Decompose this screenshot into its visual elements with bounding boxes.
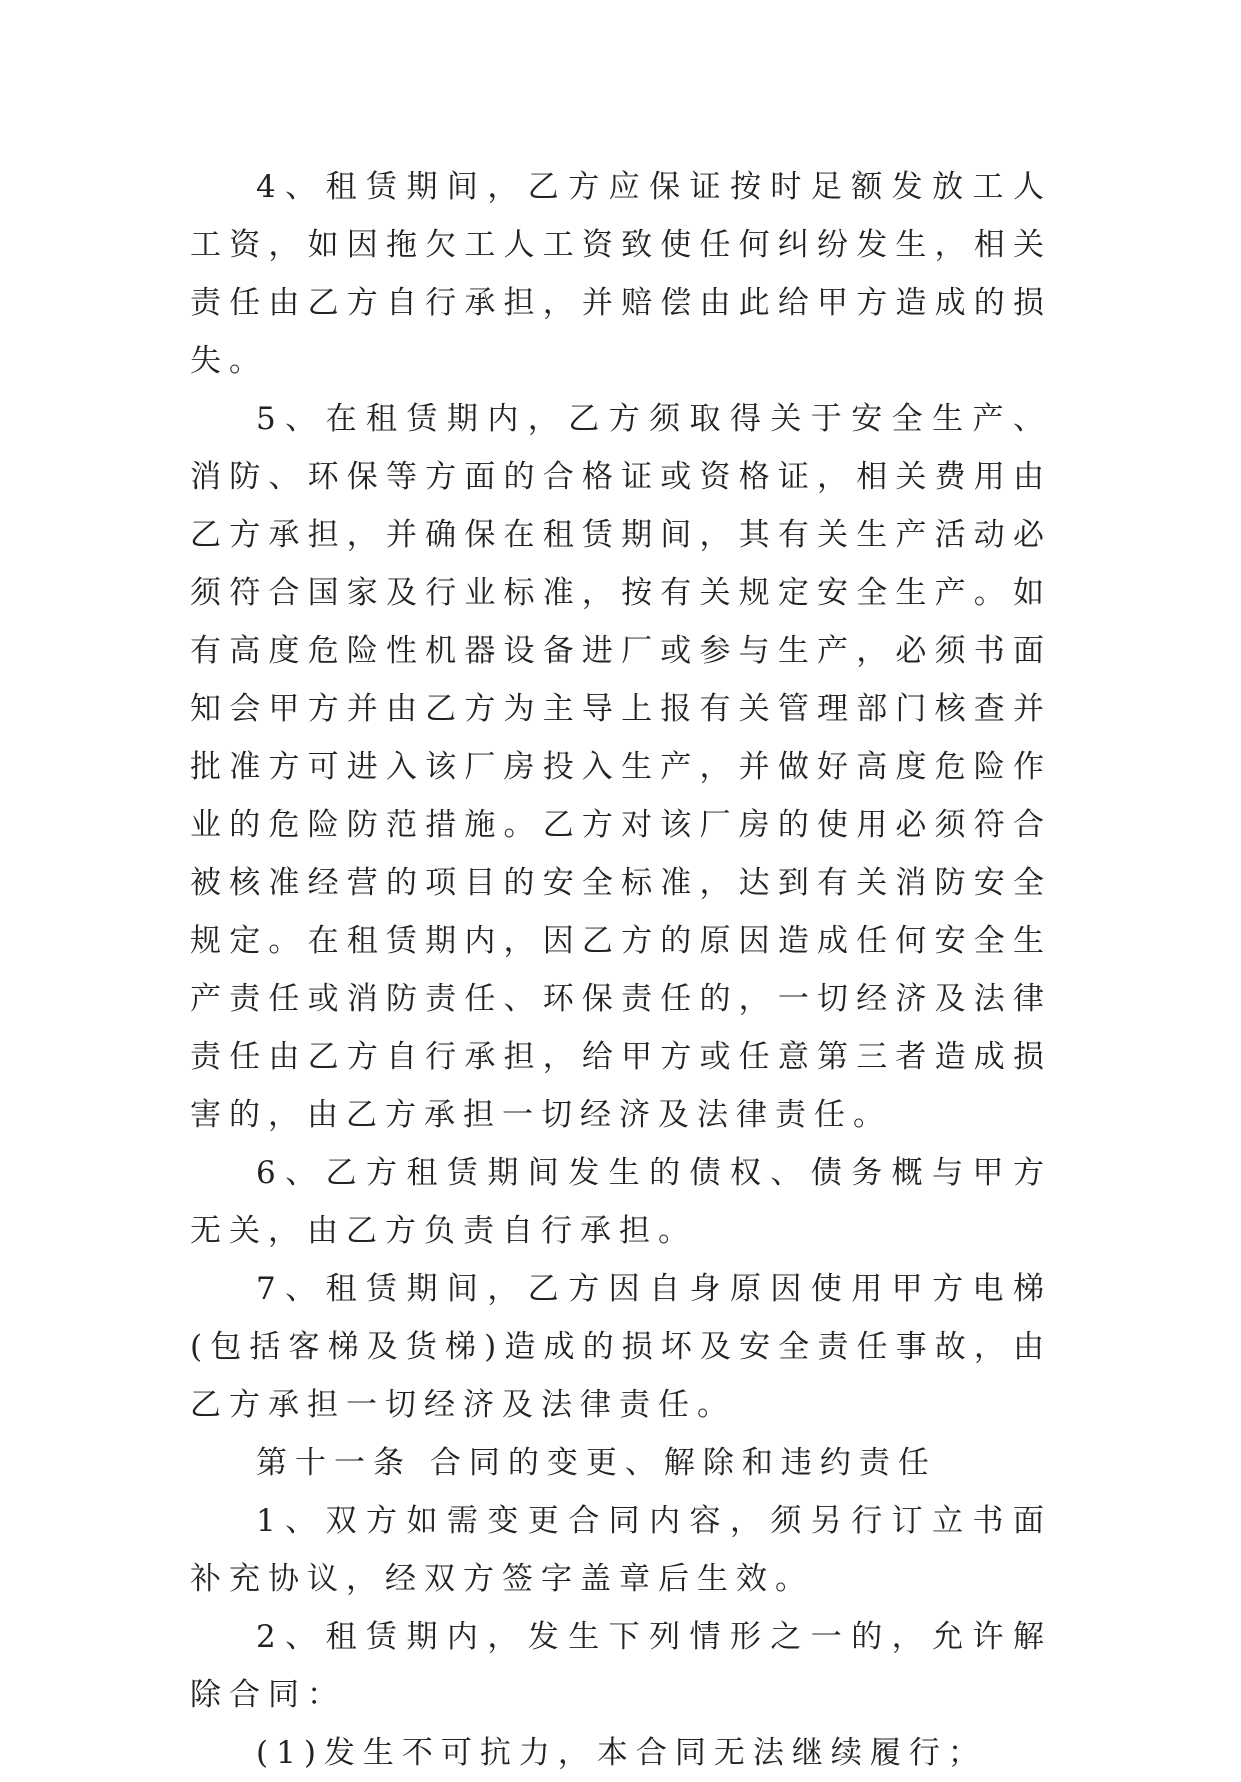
clause-6-paragraph: 6、乙方租赁期间发生的债权、债务概与甲方无关，由乙方负责自行承担。 [190, 1155, 1052, 1249]
clause-7-paragraph: 7、租赁期间，乙方因自身原因使用甲方电梯(包括客梯及货梯)造成的损坏及安全责任事故，由乙方承担一切经济及法律责任。 [190, 1271, 1052, 1423]
article-11-item-1: 1、双方如需变更合同内容，须另行订立书面补充协议，经双方签字盖章后生效。 [190, 1503, 1052, 1597]
article-11-item-2: 2、租赁期内，发生下列情形之一的，允许解除合同： [190, 1619, 1052, 1713]
article-11-item-2-sub-1: (1)发生不可抗力，本合同无法继续履行； [256, 1735, 987, 1771]
article-11-heading: 第十一条 合同的变更、解除和违约责任 [256, 1445, 937, 1481]
clause-5-paragraph: 5、在租赁期内，乙方须取得关于安全生产、消防、环保等方面的合格证或资格证，相关费用由乙方承担，并确保在租赁期间，其有关生产活动必须符合国家及行业标准，按有关规定安全生产。如有高度危险性机器设备进厂或参与生产，必须书面知会甲方并由乙方为主导上报有关管理部门核查并批准方可进入该厂房投入生产，并做好高度危险作业的危险防范措施。乙方对该厂房的使用必须符合被核准经营的项目的安全标准，达到有关消防安全规定。在租赁期内，因乙方的原因造成任何安全生产责任或消防责任、环保责任的，一切经济及法律责任由乙方自行承担，给甲方或任意第三者造成损害的，由乙方承担一切经济及法律责任。 [190, 401, 1052, 1133]
clause-4-paragraph: 4、租赁期间，乙方应保证按时足额发放工人工资，如因拖欠工人工资致使任何纠纷发生，相关责任由乙方自行承担，并赔偿由此给甲方造成的损失。 [190, 169, 1052, 379]
document-body [190, 158, 1052, 1782]
